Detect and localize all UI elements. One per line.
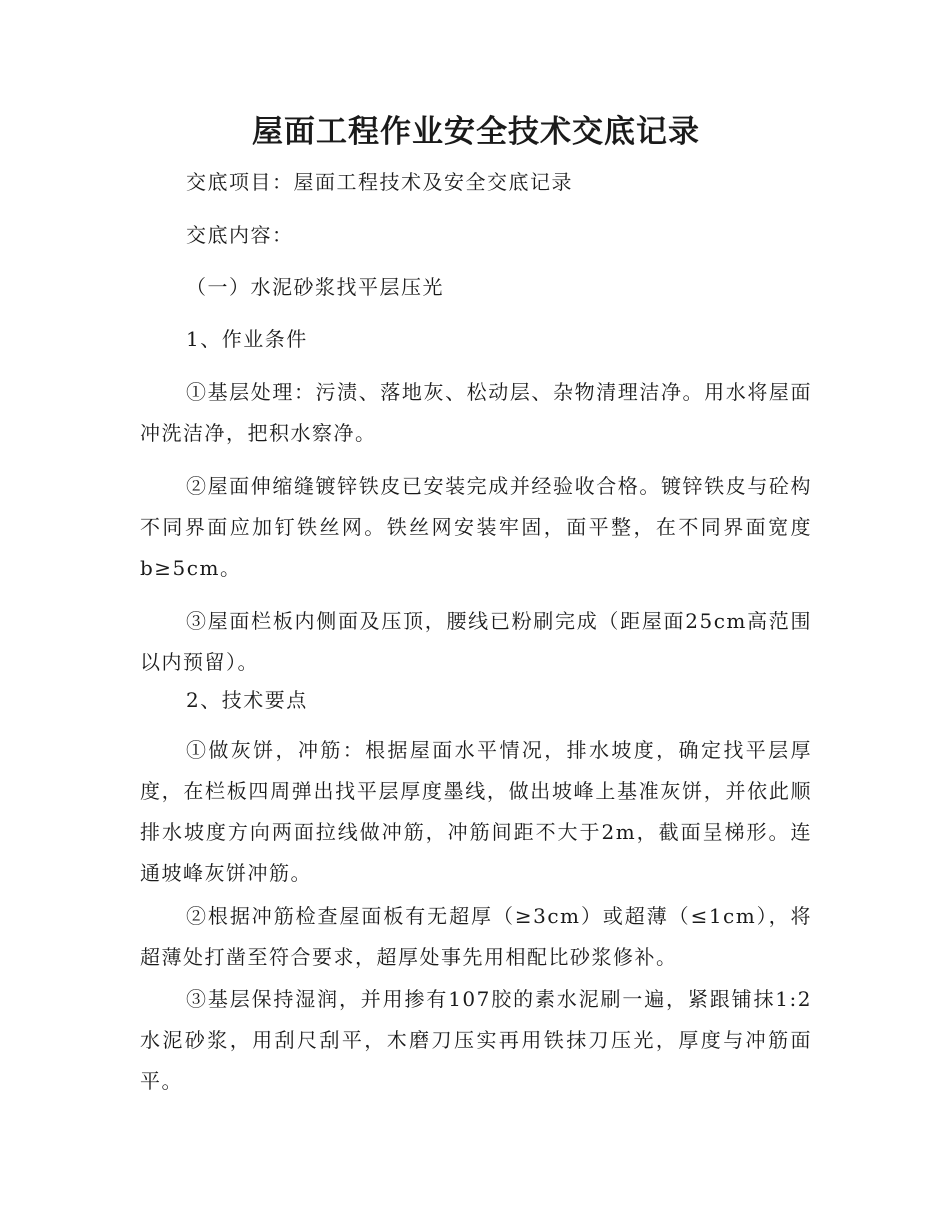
document-title: 屋面工程作业安全技术交底记录: [252, 114, 700, 150]
paragraph-subheading-conditions: 1、作业条件: [186, 327, 308, 351]
paragraph-condition-3: ③屋面栏板内侧面及压顶，腰线已粉刷完成（距屋面25cm高范围以内预留）。: [140, 609, 812, 674]
paragraph-technical-2: ②根据冲筋检查屋面板有无超厚（≥3cm）或超薄（≤1cm），将超薄处打凿至符合要求，超厚处事先用相配比砂浆修补。: [140, 904, 812, 969]
paragraph-technical-3: ③基层保持湿润，并用掺有107胶的素水泥刷一遍，紧跟铺抹1:2水泥砂浆，用刮尺刮平，木磨刀压实再用铁抹刀压光，厚度与冲筋面平。: [140, 987, 812, 1093]
paragraph-content-label: 交底内容：: [186, 223, 294, 247]
paragraph-condition-1: ①基层处理：污渍、落地灰、松动层、杂物清理洁净。用水将屋面冲洗洁净，把积水察净。: [140, 380, 812, 445]
paragraph-subheading-technical: 2、技术要点: [186, 688, 308, 712]
paragraph-condition-2: ②屋面伸缩缝镀锌铁皮已安装完成并经验收合格。镀锌铁皮与砼构不同界面应加钉铁丝网。铁丝网安装牢固，面平整，在不同界面宽度b≥5cm。: [140, 474, 812, 580]
paragraph-section-heading: （一）水泥砂浆找平层压光: [186, 275, 444, 299]
paragraph-technical-1: ①做灰饼，冲筋：根据屋面水平情况，排水坡度，确定找平层厚度，在栏板四周弹出找平层厚度墨线，做出坡峰上基准灰饼，并依此顺排水坡度方向两面拉线做冲筋，冲筋间距不大于2m，截面呈梯形。连通坡峰灰饼冲筋。: [140, 738, 812, 885]
paragraph-project: 交底项目：屋面工程技术及安全交底记录: [186, 170, 573, 194]
